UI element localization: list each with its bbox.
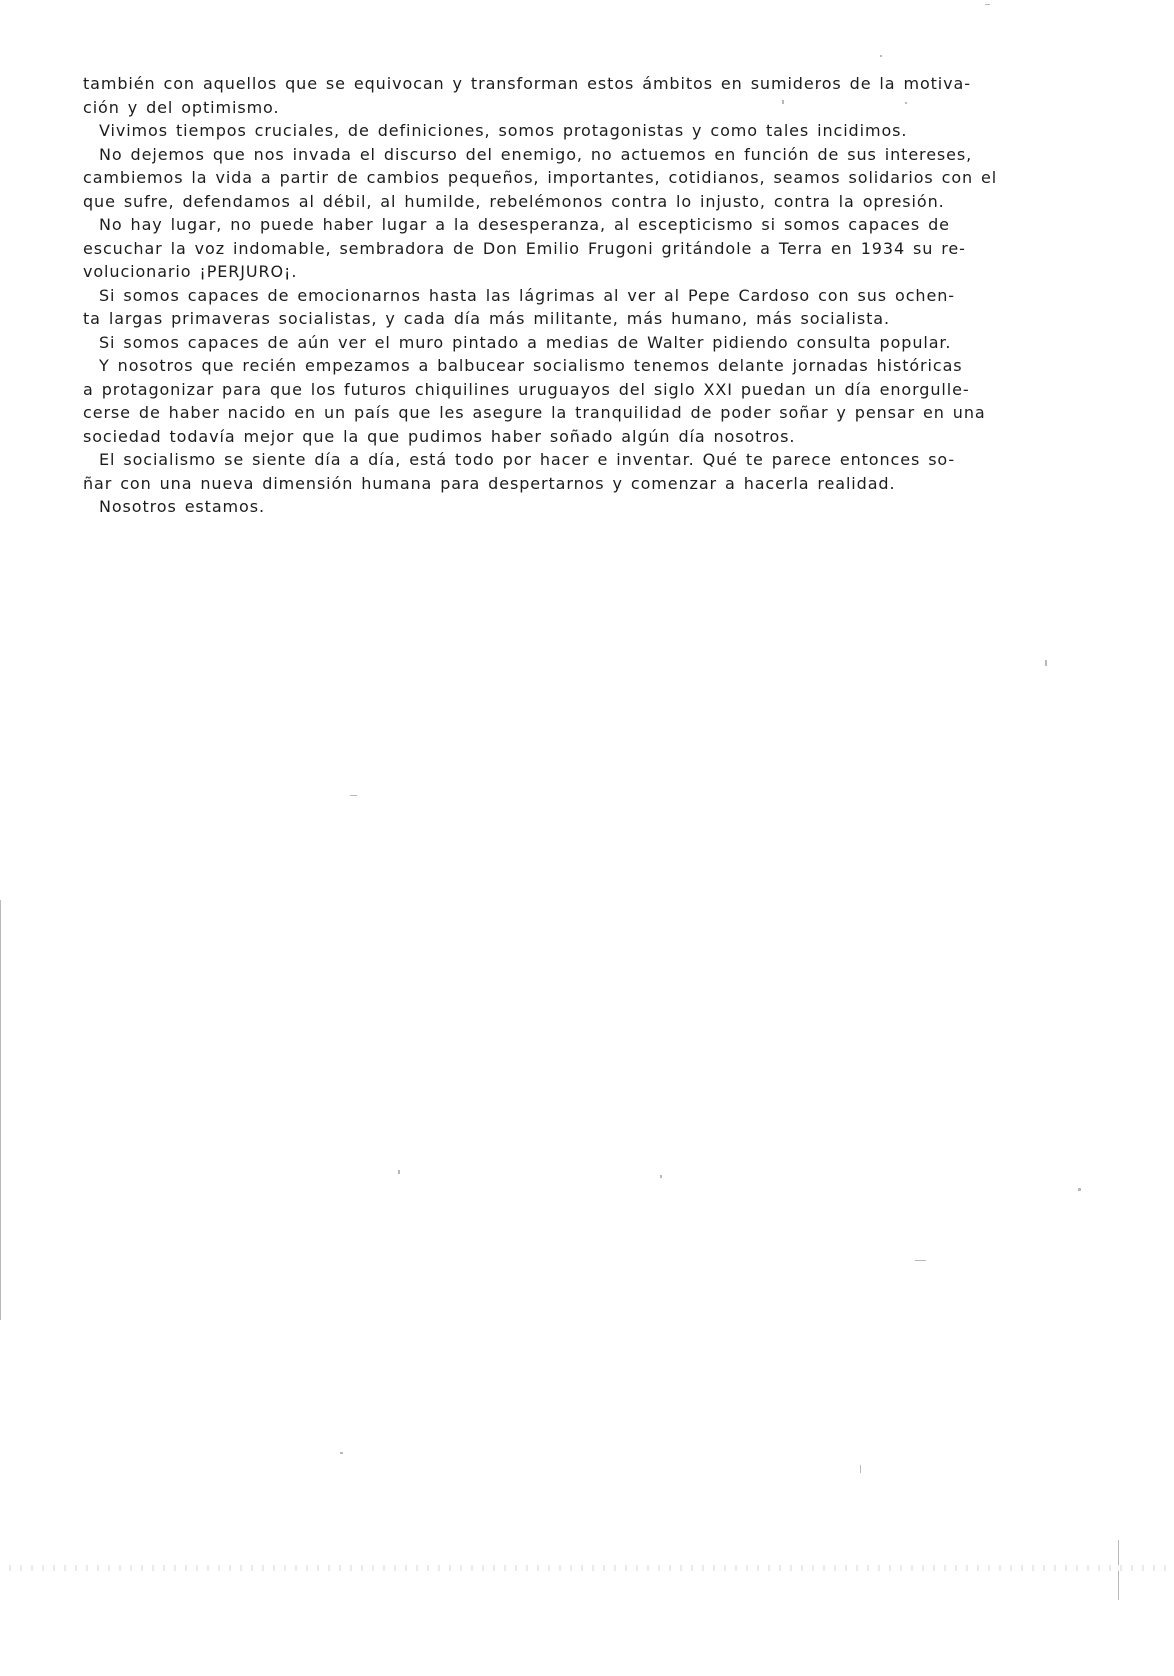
- scan-speck: [860, 1465, 861, 1473]
- scan-speck: [350, 795, 357, 796]
- text-line: también con aquellos que se equivocan y transforman estos ámbitos en sumideros de la motiva-: [83, 74, 971, 93]
- body-text: [83, 72, 1113, 519]
- scan-speck: [880, 55, 882, 57]
- text-line: No dejemos que nos invada el discurso del enemigo, no actuemos en función de sus intereses,: [99, 144, 973, 164]
- scan-speck: [985, 4, 990, 5]
- text-line: volucionario ¡PERJURO¡.: [83, 262, 298, 281]
- text-line: Y nosotros que recién empezamos a balbucear socialismo tenemos delante jornadas históricas: [99, 356, 963, 375]
- scan-speck: [398, 1170, 400, 1174]
- text-line: Si somos capaces de aún ver el muro pintado a medias de Walter pidiendo consulta popular.: [99, 332, 952, 352]
- text-line: que sufre, defendamos al débil, al humilde, rebelémonos contra lo injusto, contra la opresión.: [83, 191, 945, 211]
- text-line: Si somos capaces de emocionarnos hasta las lágrimas al ver al Pepe Cardoso con sus ochen-: [99, 285, 955, 305]
- scan-edge-noise: [0, 1565, 1174, 1571]
- text-line: sociedad todavía mejor que la que pudimos haber soñado algún día nosotros.: [83, 426, 796, 446]
- text-line: Nosotros estamos.: [99, 497, 265, 516]
- scan-speck: [905, 102, 907, 104]
- text-line: ción y del optimismo.: [83, 97, 280, 117]
- scan-speck: [1045, 660, 1047, 666]
- scan-speck: [340, 1452, 343, 1454]
- text-line: Vivimos tiempos cruciales, de definiciones, somos protagonistas y como tales incidimos.: [99, 121, 908, 140]
- scan-speck: [782, 100, 784, 104]
- text-line: ñar con una nueva dimensión humana para despertarnos y comenzar a hacerla realidad.: [83, 473, 896, 493]
- scan-speck: [0, 900, 1, 1320]
- scan-speck: [1078, 1188, 1081, 1191]
- text-line: a protagonizar para que los futuros chiquilines uruguayos del siglo XXI puedan un día enorgulle-: [83, 379, 970, 399]
- text-line: cambiemos la vida a partir de cambios pequeños, importantes, cotidianos, seamos solidarios con el: [83, 168, 998, 187]
- scan-speck: [915, 1260, 926, 1261]
- text-line: El socialismo se siente día a día, está todo por hacer e inventar. Qué te parece entonces so-: [99, 450, 956, 469]
- scan-speck: [660, 1175, 662, 1178]
- text-line: escuchar la voz indomable, sembradora de Don Emilio Frugoni gritándole a Terra en 1934 su re-: [83, 238, 966, 258]
- text-line: ta largas primaveras socialistas, y cada día más militante, más humano, más socialista.: [83, 309, 890, 328]
- text-line: No hay lugar, no puede haber lugar a la desesperanza, al escepticismo si somos capaces de: [99, 215, 950, 234]
- text-line: cerse de haber nacido en un país que les asegure la tranquilidad de poder soñar y pensar en una: [83, 403, 986, 422]
